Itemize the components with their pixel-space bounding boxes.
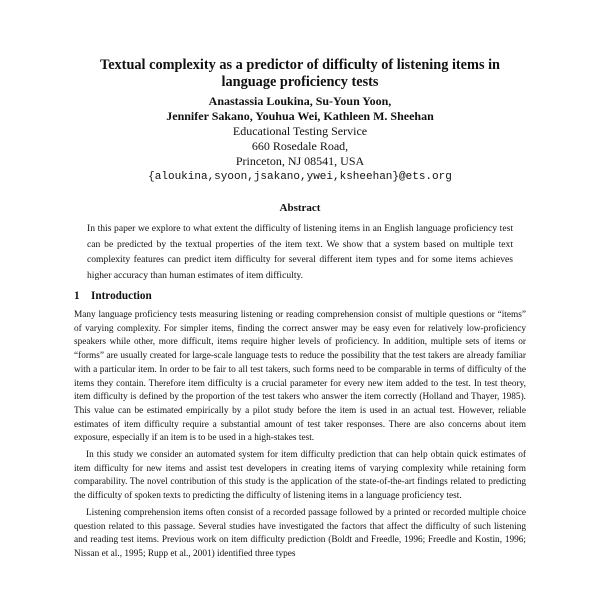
author-emails: {aloukina,syoon,jsakano,ywei,ksheehan}@ets.org	[148, 171, 452, 183]
title-line-2: language proficiency tests	[221, 74, 379, 90]
abstract-heading: Abstract	[279, 202, 321, 214]
paper-title	[60, 57, 540, 91]
paragraph-1: Many language proficiency tests measuring listening or reading comprehension consist of multiple questions or “items” of varying complexity. For simpler items, finding the correct answer may be easy even for relatively low-proficiency speakers while other, more difficult, items require higher levels of proficiency. In addition, multiple sets of items or “forms” are usually created for large-scale language tests to reduce the possibility that the test takers are already familiar with a particular item. In order to be fair to all test takers, such forms need to be comparable in terms of difficulty of the items they contain. Therefore item difficulty is a crucial parameter for every new item added to the test. In test theory, item difficulty is defined by the proportion of the test takers who answer the item correctly (Holland and Thayer, 1985). This value can be estimated empirically by a pilot study before the item is used in an actual test. However, reliable estimates of item difficulty require a substantial amount of test taker responses. There are also concerns about item exposure, especially if an item is to be used in a high-stakes test.	[74, 310, 526, 444]
paragraph-2: In this study we consider an automated system for item difficulty prediction that can help obtain quick estimates of item difficulty for new items and assist test developers in creating items of varying complexity while retaining form comparability. The novel contribution of this study is the application of the state-of-the-art findings related to predicting the difficulty of spoken texts to predicting the difficulty of listening items in a language proficiency test.	[74, 450, 526, 502]
section-heading	[74, 290, 152, 302]
section-title: Introduction	[91, 290, 152, 302]
paragraph-3: Listening comprehension items often consist of a recorded passage followed by a printed or recorded multiple choice question related to this passage. Several studies have investigated the factors that affect the difficulty of such listening and reading test items. Previous work on item difficulty prediction (Boldt and Freedle, 1996; Freedle and Kostin, 1996; Nissan et al., 1995; Rupp et al., 2001) identified three types	[74, 507, 526, 559]
title-line-1: Textual complexity as a predictor of difficulty of listening items in	[99, 57, 501, 73]
address-street: 660 Rosedale Road,	[251, 139, 349, 153]
affiliation: Educational Testing Service	[232, 124, 368, 138]
author-block	[60, 94, 540, 186]
authors-line-2: Jennifer Sakano, Youhua Wei, Kathleen M. Sheehan	[166, 109, 434, 123]
authors-line-1: Anastassia Loukina, Su-Youn Yoon,	[208, 94, 392, 108]
introduction-body	[74, 309, 526, 562]
section-number: 1	[74, 290, 80, 302]
abstract-text: In this paper we explore to what extent the difficulty of listening items in an English language proficiency test can be predicted by the textual properties of the item text. We show that a system based on multiple text complexity features can predict item difficulty for several different item types and for some items achieves higher accuracy than human estimates of item difficulty.	[87, 223, 513, 281]
address-city: Princeton, NJ 08541, USA	[235, 154, 365, 168]
